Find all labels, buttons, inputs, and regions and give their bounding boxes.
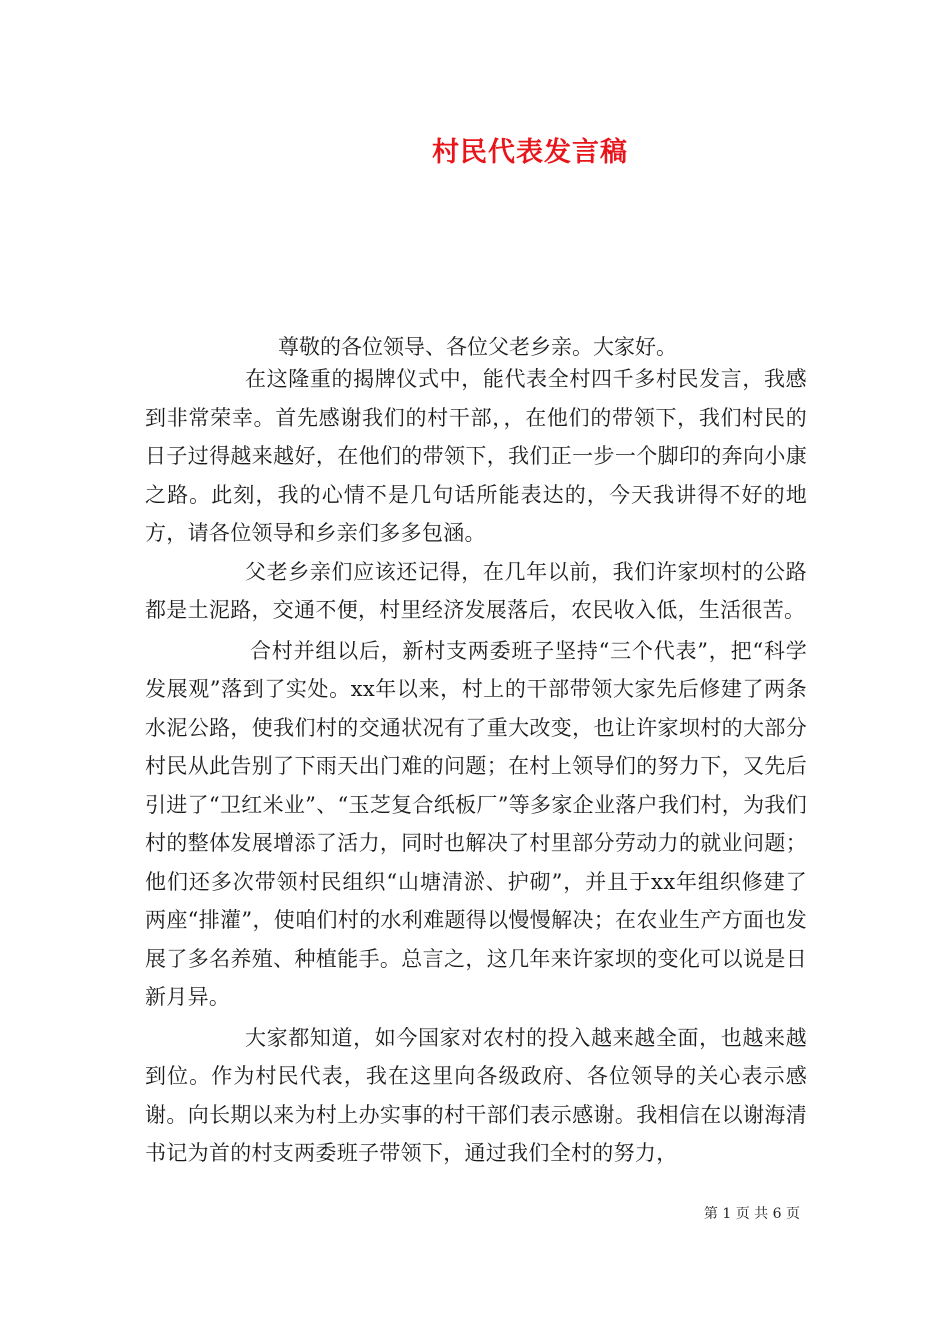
paragraph-1: 在这隆重的揭牌仪式中，能代表全村四千多村民发言，我感到非常荣幸。首先感谢我们的村干部，，在他们的带领下，我们村民的日子过得越来越好，在他们的带领下，我们正一步一个脚印的奔向小康之路。此刻，我的心情不是几句话所能表达的，今天我讲得不好的地方，请各位领导和乡亲们多多包涵。	[145, 367, 807, 545]
greeting-line: 尊敬的各位领导、各位父老乡亲。大家好。	[278, 335, 677, 359]
paragraph-2: 父老乡亲们应该还记得，在几年以前，我们许家坝村的公路都是土泥路，交通不便，村里经济发展落后，农民收入低，生活很苦。	[145, 559, 807, 622]
paragraph-4: 大家都知道，如今国家对农村的投入越来越全面，也越来越到位。作为村民代表，我在这里向各级政府、各位领导的关心表示感谢。向长期以来为村上办实事的村干部们表示感谢。我相信在以谢海清书记为首的村支两委班子带领下，通过我们全村的努力，	[145, 1025, 807, 1165]
paragraph-3: 合村并组以后，新村支两委班子坚持“三个代表”，把“科学发展观”落到了实处。xx年以来，村上的干部带领大家先后修建了两条水泥公路，使我们村的交通状况有了重大改变，也让许家坝村的大部分村民从此告别了下雨天出门难的问题；在村上领导们的努力下，又先后引进了“卫红米业”、“玉芝复合纸板厂”等多家企业落户我们村，为我们村的整体发展增添了活力，同时也解决了村里部分劳动力的就业问题；他们还多次带领村民组织“山塘清淤、护砌”，并且于xx年组织修建了两座“排灌”，使咱们村的水利难题得以慢慢解决；在农业生产方面也发展了多名养殖、种植能手。总言之，这几年来许家坝的变化可以说是日新月异。	[145, 638, 807, 1009]
page-number-footer: 第 1 页 共 6 页	[703, 1206, 800, 1222]
document-body	[145, 360, 807, 1173]
document-title: 村民代表发言稿	[432, 137, 628, 168]
